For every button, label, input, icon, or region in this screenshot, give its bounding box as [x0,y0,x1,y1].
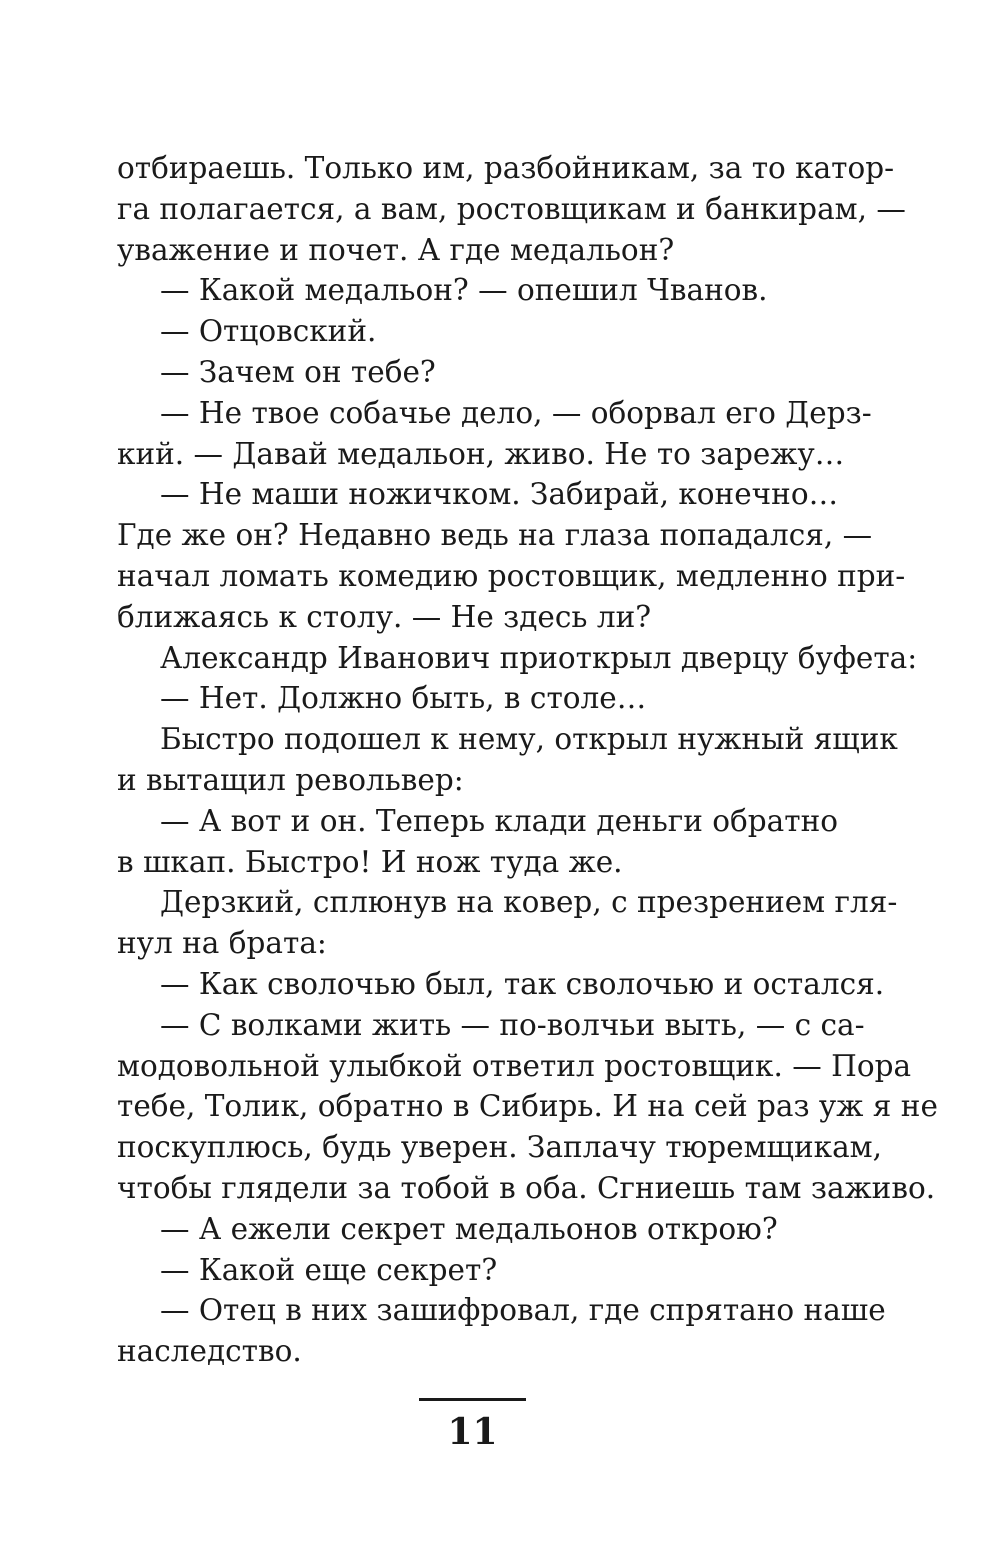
text-line: Дерзкий, сплюнув на ковер, с презрением гля- [160,885,898,920]
text-line: поскуплюсь, будь уверен. Заплачу тюремщикам, [117,1130,882,1165]
text-line: — Зачем он тебе? [160,354,436,389]
text-line: тебе, Толик, обратно в Сибирь. И на сей раз уж я не [117,1089,938,1124]
page-number-rule [419,1398,526,1401]
text-line: уважение и почет. А где медальон? [117,232,675,267]
text-line: — Отцовский. [160,314,377,349]
text-line: модовольной улыбкой ответил ростовщик. — Пора [117,1048,912,1083]
text-line: — Какой еще секрет? [160,1252,498,1287]
text-line: в шкап. Быстро! И нож туда же. [117,844,623,879]
text-line: начал ломать комедию ростовщик, медленно при- [117,558,906,593]
text-line: чтобы глядели за тобой в оба. Сгниешь там заживо. [117,1170,936,1205]
text-line: — С волками жить — по-волчьи выть, — с са- [160,1007,865,1042]
page-text [117,148,938,1372]
text-line: — А ежели секрет медальонов открою? [160,1211,778,1246]
page-number: 11 [447,1411,498,1453]
text-line: нул на брата: [117,926,327,961]
text-line: — А вот и он. Теперь клади деньги обратно [160,803,838,838]
text-line: ближаясь к столу. — Не здесь ли? [117,599,652,634]
text-line: Где же он? Недавно ведь на глаза попадался, — [117,518,873,553]
text-line: — Какой медальон? — опешил Чванов. [160,273,768,308]
text-line: и вытащил револьвер: [117,762,464,797]
text-line: отбираешь. Только им, разбойникам, за то катор- [117,151,895,185]
text-line: наследство. [117,1334,302,1369]
text-line: — Как сволочью был, так сволочью и остался. [160,966,885,1001]
text-line: Александр Иванович приоткрыл дверцу буфета: [160,640,918,675]
text-line: — Не маши ножичком. Забирай, конечно… [160,477,839,512]
text-line: — Не твое собачье дело, — оборвал его Дерз- [160,395,872,430]
text-line: Быстро подошел к нему, открыл нужный ящик [160,722,898,757]
text-line: — Нет. Должно быть, в столе… [160,681,647,716]
text-line: кий. — Давай медальон, живо. Не то зарежу… [117,436,845,471]
text-line: — Отец в них зашифровал, где спрятано наше [160,1293,886,1328]
text-line: га полагается, а вам, ростовщикам и банкирам, — [117,191,906,226]
